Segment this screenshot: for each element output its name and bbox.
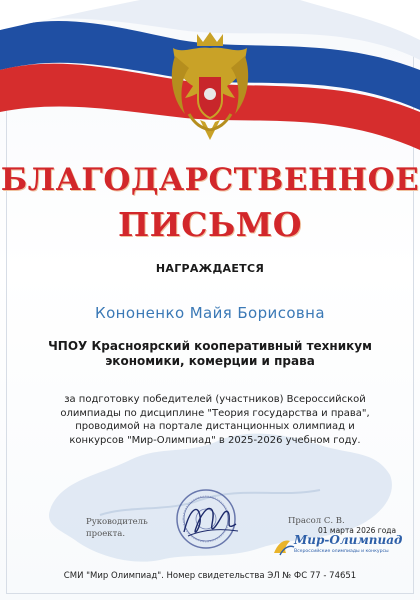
coat-of-arms-emblem-icon	[165, 28, 255, 148]
logo-tagline: Всероссийские олимпиады и конкурсы	[294, 549, 389, 554]
award-reason: за подготовку победителей (участников) Всероссийской олимпиады по дисциплине "Теория государства и права", проводимой на портале дистанционных олимпиад и конкурсов "Мир-Олимпиад" в 2025-2026 учебном году.	[60, 394, 370, 446]
organization-name: ЧПОУ Красноярский кооперативный техникум экономики, комерции и права	[48, 339, 372, 368]
certificate-title-line2: ПИСЬМО	[117, 205, 303, 244]
footer-registration: СМИ "Мир Олимпиад". Номер свидетельства ЭЛ № ФС 77 - 74651	[63, 571, 357, 581]
issue-date: 01 марта 2026 года	[318, 526, 397, 535]
award-label: НАГРАЖДАЕТСЯ	[155, 262, 265, 275]
certificate-title-line1: БЛАГОДАРСТВЕННОЕ	[0, 162, 420, 198]
signatory-right-name: Прасол С. В.	[288, 516, 345, 526]
handwritten-signature-icon	[178, 498, 242, 542]
signatory-left-role: Руководитель проекта.	[86, 517, 148, 539]
recipient-name: Кононенко Майя Борисовна	[95, 304, 325, 322]
logo-name: Мир-Олимпиад	[294, 533, 403, 547]
